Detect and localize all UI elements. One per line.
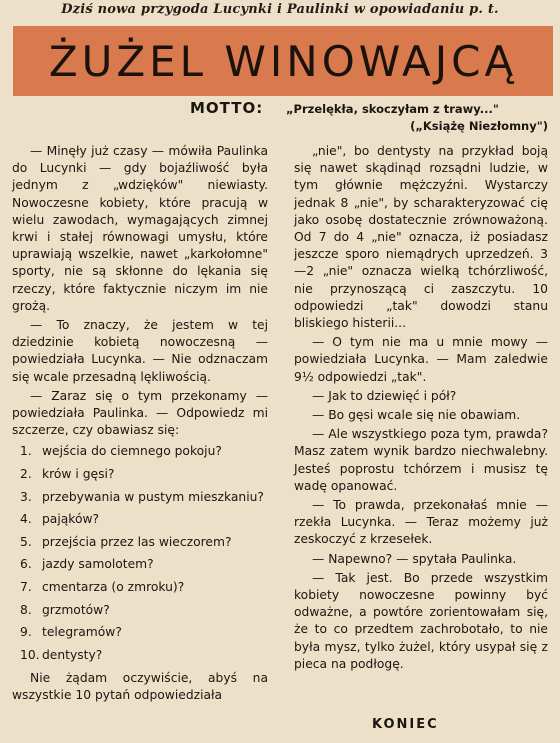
- motto-quote-text: „Przelękła, skoczyłam z trawy...": [286, 102, 499, 116]
- list-item-number: 7.: [20, 580, 32, 595]
- list-item: [20, 443, 268, 460]
- list-item-number: 6.: [20, 557, 32, 572]
- story-title: ŻUŻEL WINOWAJCĄ: [48, 36, 518, 86]
- list-item-number: 8.: [20, 602, 32, 617]
- paragraph: — O tym nie ma u mnie mowy — powiedziała Lucynka. — Mam zaledwie 9½ odpowiedzi „tak".: [294, 335, 548, 384]
- list-item: [20, 556, 268, 573]
- list-item-text: pająków?: [42, 512, 100, 527]
- list-item-text: przebywania w pustym mieszkaniu?: [42, 489, 264, 504]
- paragraph: — Tak jest. Bo przede wszystkim kobiety nowoczesne powinny być odważne, a powtóre zorientowałam się, że to co przedtem zachrobotało, to nie była mysz, tylko żużel, który usypał się z pieca na podłogę.: [294, 570, 548, 671]
- list-item-text: dentysty?: [42, 647, 103, 662]
- list-item: [20, 466, 268, 483]
- paragraph: — Zaraz się o tym przekonamy — powiedziała Paulinka. — Odpowiedz mi szczerze, czy obawiasz się:: [12, 388, 268, 438]
- list-item: [20, 602, 268, 619]
- list-item: [20, 647, 268, 664]
- list-item-text: wejścia do ciemnego pokoju?: [42, 444, 222, 459]
- paragraph: — Minęły już czasy — mówiła Paulinka do Lucynki — gdy bojaźliwość była jednym z „wdzięków" niewiasty. Nowoczesne kobiety, które pracują w wielu zawodach, wymagających zimnej krwi i stałej równowagi umysłu, które uprawiają wszelkie, nawet „karkołomne" sporty, nie są skłonne do lękania się rzeczy, które faktycznie niczym im nie grożą.: [12, 144, 268, 313]
- kicker-line: Dziś nowa przygoda Lucynki i Paulinki w opowiadaniu p. t.: [61, 2, 499, 17]
- list-item-number: 2.: [20, 467, 32, 482]
- paragraph: — To znaczy, że jestem w tej dziedzinie kobietą nowoczesną — powiedziała Lucynka. — Nie odznaczam się wcale przesadną lękliwością.: [12, 318, 268, 384]
- list-item-text: cmentarza (o zmroku)?: [42, 580, 185, 595]
- title-banner: [13, 26, 553, 96]
- question-list: [12, 443, 268, 663]
- list-item: [20, 489, 268, 506]
- list-item-text: jazdy samolotem?: [42, 557, 154, 572]
- paragraph: — Ale wszystkiego poza tym, prawda? Masz zatem wynik bardzo niechwalebny. Jesteś poprostu tchórzem i musisz tę wadę opanować.: [294, 427, 548, 493]
- list-item-text: grzmotów?: [42, 602, 110, 617]
- paragraph: — Napewno? — spytała Paulinka.: [312, 551, 517, 566]
- paragraph: — To prawda, przekonałaś mnie — rzekła Lucynka. — Teraz możemy już zeskoczyć z krzesełek.: [294, 498, 548, 547]
- list-item-number: 1.: [20, 444, 32, 459]
- list-item-number: 10.: [20, 647, 40, 662]
- list-item: [20, 624, 268, 641]
- paragraph: „nie", bo dentysty na przykład boją się nawet skądinąd rozsądni ludzie, w tym głównie mężczyźni. Wystarczy jednak 8 „nie", by scharakteryzować cię jako osobę dostatecznie zrównoważoną. Od 7 do 4 „nie" oznacza, iż posiadasz jeszcze sporo niemądrych uprzedzeń. 3—2 „nie" oznacza wielką tchórzliwość, nie przynoszącą ci zaszczytu. 10 odpowiedzi „tak" dowodzi stanu bliskiego histerii...: [294, 144, 548, 331]
- list-item-number: 5.: [20, 534, 32, 549]
- end-marker: KONIEC: [372, 717, 439, 732]
- list-item: [20, 511, 268, 528]
- right-column: [294, 143, 548, 675]
- list-item: [20, 579, 268, 596]
- left-column: [12, 143, 268, 706]
- paragraph: — Bo gęsi wcale się nie obawiam.: [312, 408, 521, 423]
- motto-quote: [286, 101, 554, 135]
- list-item-text: telegramów?: [42, 625, 122, 640]
- list-item-number: 3.: [20, 489, 32, 504]
- paragraph: Nie żądam oczywiście, abyś na wszystkie 10 pytań odpowiedziała: [12, 670, 268, 702]
- motto-quote-source: („Książę Niezłomny"): [410, 119, 548, 133]
- list-item: [20, 534, 268, 551]
- motto-label: MOTTO:: [190, 99, 264, 117]
- list-item-number: 4.: [20, 512, 32, 527]
- list-item-number: 9.: [20, 625, 32, 640]
- paragraph: — Jak to dziewięć i pół?: [312, 388, 457, 403]
- list-item-text: krów i gęsi?: [42, 467, 115, 482]
- list-item-text: przejścia przez las wieczorem?: [42, 534, 232, 549]
